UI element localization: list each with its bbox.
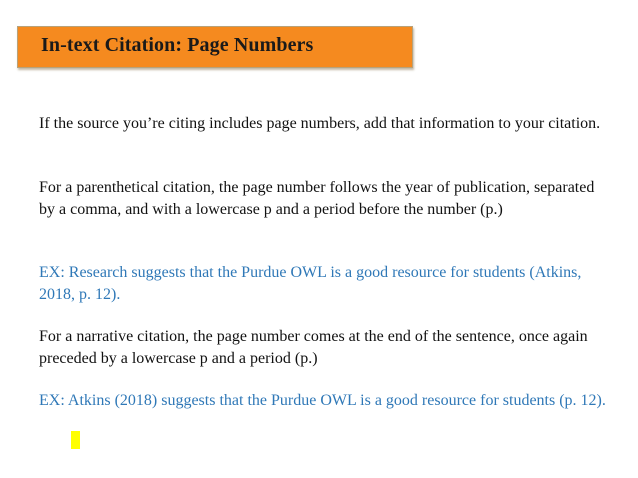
slide-title: In-text Citation: Page Numbers [41,34,314,56]
intro-paragraph: If the source you’re citing includes page numbers, add that information to your citation. [39,115,601,132]
narrative-paragraph: For a narrative citation, the page number comes at the end of the sentence, once again preceded by a lowercase p and a period (p.) [39,328,588,367]
title-banner [17,26,413,68]
parenthetical-paragraph: For a parenthetical citation, the page number follows the year of publication, separated by a comma, and with a lowercase p and a period before the number (p.) [39,179,595,218]
text-cursor-highlight [71,431,80,449]
narrative-example: EX: Atkins (2018) suggests that the Purdue OWL is a good resource for students (p. 12). [39,392,606,409]
parenthetical-example: EX: Research suggests that the Purdue OWL is a good resource for students (Atkins, 2018, p. 12). [39,264,582,303]
